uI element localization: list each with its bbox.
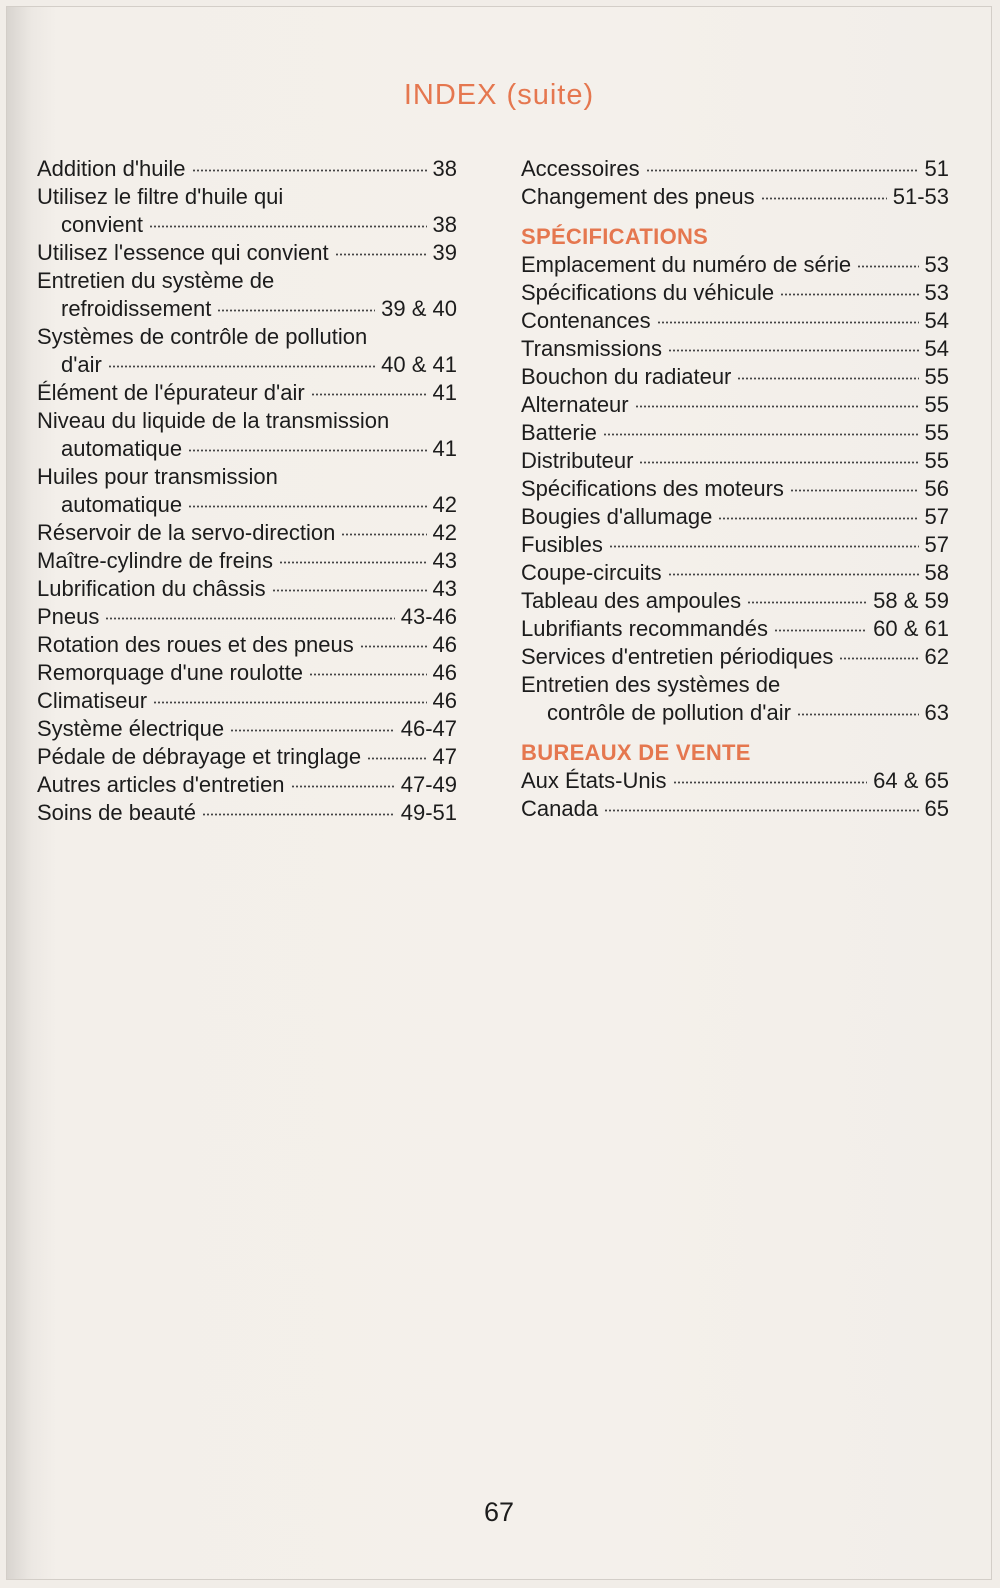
dot-leader bbox=[774, 629, 867, 632]
entry-label: Alternateur bbox=[521, 392, 629, 417]
index-entry bbox=[521, 183, 949, 211]
entry-label: automatique bbox=[61, 436, 183, 461]
entry-page-number: 43 bbox=[432, 576, 457, 601]
entry-page-number: 55 bbox=[924, 420, 949, 445]
index-entry bbox=[37, 491, 457, 519]
index-entry bbox=[521, 615, 949, 643]
dot-leader bbox=[279, 561, 427, 564]
entry-page-number: 56 bbox=[924, 476, 949, 501]
entry-label: Transmissions bbox=[521, 336, 662, 361]
entry-page-number: 53 bbox=[924, 280, 949, 305]
index-entry bbox=[521, 559, 949, 587]
entry-page-number: 39 bbox=[432, 240, 457, 265]
entry-page-number: 54 bbox=[924, 308, 949, 333]
entry-label: Système électrique bbox=[37, 716, 225, 741]
dot-leader bbox=[108, 365, 375, 368]
dot-leader bbox=[291, 785, 395, 788]
dot-leader bbox=[309, 673, 427, 676]
dot-leader bbox=[604, 809, 918, 812]
dot-leader bbox=[335, 253, 427, 256]
general-entries bbox=[521, 155, 949, 211]
dot-leader bbox=[230, 729, 395, 732]
entry-label: Pneus bbox=[37, 604, 100, 629]
dot-leader bbox=[761, 197, 887, 200]
index-entry bbox=[521, 335, 949, 363]
index-entry bbox=[521, 531, 949, 559]
index-entry bbox=[521, 363, 949, 391]
index-entry bbox=[37, 771, 457, 799]
entry-page-number: 58 & 59 bbox=[873, 588, 949, 613]
entry-label: refroidissement bbox=[61, 296, 212, 321]
entry-label: Pédale de débrayage et tringlage bbox=[37, 744, 362, 769]
index-page bbox=[6, 6, 992, 1580]
entry-label: Autres articles d'entretien bbox=[37, 772, 285, 797]
dot-leader bbox=[272, 589, 427, 592]
entry-label-first-line: Entretien du système de bbox=[37, 268, 275, 293]
entry-page-number: 51-53 bbox=[892, 184, 949, 209]
index-entry bbox=[37, 435, 457, 463]
entry-label-first-line: Huiles pour transmission bbox=[37, 464, 278, 489]
index-entry bbox=[521, 699, 949, 727]
dot-leader bbox=[657, 321, 919, 324]
index-entry bbox=[521, 475, 949, 503]
index-entry bbox=[521, 307, 949, 335]
entry-page-number: 46 bbox=[432, 688, 457, 713]
dot-leader bbox=[673, 781, 868, 784]
entry-label: Contenances bbox=[521, 308, 651, 333]
entry-page-number: 55 bbox=[924, 364, 949, 389]
entry-label: Utilisez l'essence qui convient bbox=[37, 240, 329, 265]
section-heading-specifications: SPÉCIFICATIONS bbox=[521, 224, 709, 249]
entry-label: Addition d'huile bbox=[37, 156, 186, 181]
entry-label: Rotation des roues et des pneus bbox=[37, 632, 354, 657]
index-entry bbox=[37, 631, 457, 659]
entry-label: Batterie bbox=[521, 420, 597, 445]
entry-page-number: 49-51 bbox=[400, 800, 457, 825]
entry-label: Fusibles bbox=[521, 532, 603, 557]
entry-page-number: 40 & 41 bbox=[381, 352, 457, 377]
dot-leader bbox=[635, 405, 919, 408]
entry-page-number: 46-47 bbox=[400, 716, 457, 741]
entry-label: automatique bbox=[61, 492, 183, 517]
entry-label: Canada bbox=[521, 796, 599, 821]
entry-label: d'air bbox=[61, 352, 102, 377]
index-entry bbox=[37, 799, 457, 827]
entry-label: Réservoir de la servo-direction bbox=[37, 520, 336, 545]
entry-page-number: 47 bbox=[432, 744, 457, 769]
dot-leader bbox=[737, 377, 918, 380]
index-entry bbox=[521, 155, 949, 183]
index-right-column bbox=[521, 155, 949, 823]
entry-label: Lubrifiants recommandés bbox=[521, 616, 769, 641]
dot-leader bbox=[202, 813, 395, 816]
entry-page-number: 43 bbox=[432, 548, 457, 573]
dot-leader bbox=[105, 617, 394, 620]
entry-label: Maître-cylindre de freins bbox=[37, 548, 273, 573]
entry-page-number: 46 bbox=[432, 660, 457, 685]
dot-leader bbox=[341, 533, 426, 536]
dot-leader bbox=[747, 601, 867, 604]
entry-label: Bougies d'allumage bbox=[521, 504, 713, 529]
entry-page-number: 55 bbox=[924, 392, 949, 417]
entry-label: Coupe-circuits bbox=[521, 560, 662, 585]
entry-label: Élément de l'épurateur d'air bbox=[37, 380, 305, 405]
entry-label: Remorquage d'une roulotte bbox=[37, 660, 303, 685]
index-entry bbox=[37, 603, 457, 631]
entry-label-first-line: Systèmes de contrôle de pollution bbox=[37, 324, 368, 349]
entry-page-number: 63 bbox=[924, 700, 949, 725]
entry-page-number: 57 bbox=[924, 504, 949, 529]
index-entry bbox=[37, 519, 457, 547]
dot-leader bbox=[646, 169, 919, 172]
dot-leader bbox=[149, 225, 427, 228]
entry-page-number: 46 bbox=[432, 632, 457, 657]
index-entry bbox=[521, 503, 949, 531]
entry-page-number: 47-49 bbox=[400, 772, 457, 797]
dot-leader bbox=[780, 293, 918, 296]
index-entry bbox=[521, 419, 949, 447]
index-entry bbox=[37, 295, 457, 323]
entry-page-number: 42 bbox=[432, 520, 457, 545]
entry-page-number: 42 bbox=[432, 492, 457, 517]
index-entry bbox=[521, 447, 949, 475]
entry-page-number: 43-46 bbox=[400, 604, 457, 629]
dot-leader bbox=[360, 645, 427, 648]
entry-label-first-line: Niveau du liquide de la transmission bbox=[37, 408, 390, 433]
entry-page-number: 51 bbox=[924, 156, 949, 181]
entry-page-number: 64 & 65 bbox=[873, 768, 949, 793]
entry-page-number: 39 & 40 bbox=[381, 296, 457, 321]
dot-leader bbox=[311, 393, 427, 396]
page-title: INDEX (suite) bbox=[403, 79, 595, 111]
dot-leader bbox=[609, 545, 919, 548]
entry-page-number: 38 bbox=[432, 156, 457, 181]
entry-page-number: 55 bbox=[924, 448, 949, 473]
entry-label: Soins de beauté bbox=[37, 800, 197, 825]
entry-label: Bouchon du radiateur bbox=[521, 364, 732, 389]
entry-label-first-line: Entretien des systèmes de bbox=[521, 672, 781, 697]
dot-leader bbox=[188, 449, 426, 452]
entry-label: Accessoires bbox=[521, 156, 640, 181]
index-entry bbox=[37, 659, 457, 687]
dot-leader bbox=[718, 517, 918, 520]
dot-leader bbox=[188, 505, 426, 508]
index-entry bbox=[37, 379, 457, 407]
entry-label: Lubrification du châssis bbox=[37, 576, 266, 601]
dot-leader bbox=[797, 713, 919, 716]
index-entry bbox=[37, 351, 457, 379]
dot-leader bbox=[668, 573, 919, 576]
index-left-column bbox=[37, 155, 457, 827]
entry-label: Aux États-Unis bbox=[521, 768, 667, 793]
index-entry bbox=[37, 547, 457, 575]
sales-offices-entries bbox=[521, 767, 949, 823]
entry-page-number: 57 bbox=[924, 532, 949, 557]
dot-leader bbox=[603, 433, 919, 436]
entry-label: Distributeur bbox=[521, 448, 634, 473]
dot-leader bbox=[839, 657, 918, 660]
index-entry bbox=[521, 391, 949, 419]
dot-leader bbox=[790, 489, 919, 492]
dot-leader bbox=[153, 701, 426, 704]
dot-leader bbox=[217, 309, 375, 312]
index-entry bbox=[521, 795, 949, 823]
entry-page-number: 41 bbox=[432, 380, 457, 405]
entry-page-number: 53 bbox=[924, 252, 949, 277]
index-entry bbox=[37, 239, 457, 267]
entry-page-number: 58 bbox=[924, 560, 949, 585]
index-entry bbox=[37, 715, 457, 743]
entry-label: Tableau des ampoules bbox=[521, 588, 742, 613]
entry-label-first-line: Utilisez le filtre d'huile qui bbox=[37, 184, 284, 209]
entry-label: Changement des pneus bbox=[521, 184, 755, 209]
entry-label: Services d'entretien périodiques bbox=[521, 644, 834, 669]
index-entry bbox=[521, 767, 949, 795]
index-entry bbox=[37, 743, 457, 771]
entry-page-number: 60 & 61 bbox=[873, 616, 949, 641]
dot-leader bbox=[857, 265, 918, 268]
entry-page-number: 41 bbox=[432, 436, 457, 461]
index-entry bbox=[521, 279, 949, 307]
entry-label: Emplacement du numéro de série bbox=[521, 252, 852, 277]
entry-label: Spécifications des moteurs bbox=[521, 476, 784, 501]
entry-page-number: 65 bbox=[924, 796, 949, 821]
entry-label: convient bbox=[61, 212, 143, 237]
dot-leader bbox=[668, 349, 919, 352]
entry-page-number: 38 bbox=[432, 212, 457, 237]
specifications-entries bbox=[521, 251, 949, 727]
page-number: 67 bbox=[483, 1497, 515, 1527]
index-entry bbox=[37, 155, 457, 183]
entry-label: Climatiseur bbox=[37, 688, 148, 713]
index-entry bbox=[521, 643, 949, 671]
entry-page-number: 62 bbox=[924, 644, 949, 669]
dot-leader bbox=[639, 461, 918, 464]
dot-leader bbox=[367, 757, 426, 760]
index-entry bbox=[37, 575, 457, 603]
index-entry bbox=[521, 251, 949, 279]
entry-label: contrôle de pollution d'air bbox=[547, 700, 791, 725]
index-entry bbox=[37, 211, 457, 239]
entry-label: Spécifications du véhicule bbox=[521, 280, 775, 305]
index-entry bbox=[37, 687, 457, 715]
entry-page-number: 54 bbox=[924, 336, 949, 361]
section-heading-sales-offices: BUREAUX DE VENTE bbox=[521, 740, 751, 765]
dot-leader bbox=[192, 169, 427, 172]
index-entry bbox=[521, 587, 949, 615]
